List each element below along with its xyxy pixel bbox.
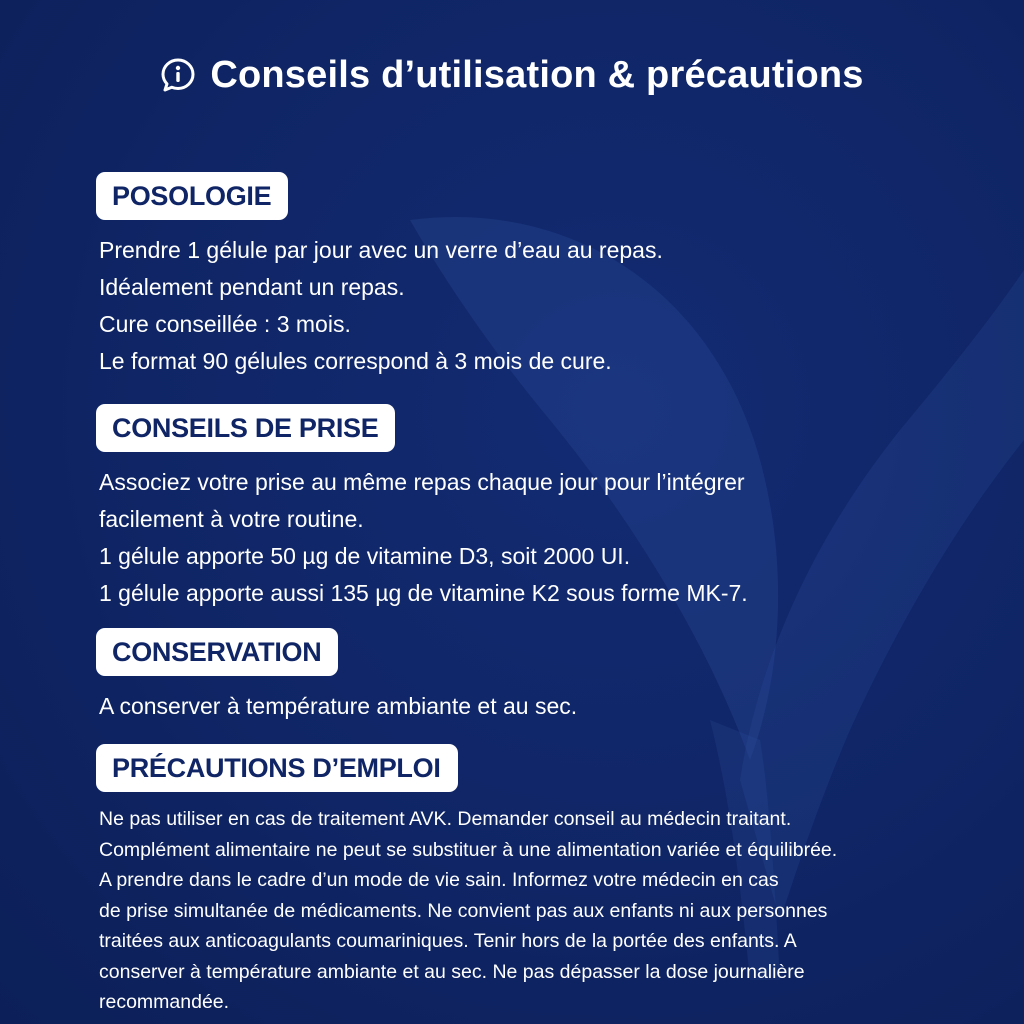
section-precautions-emploi (96, 744, 956, 1018)
section-label-conseils-de-prise: CONSEILS DE PRISE (96, 404, 395, 452)
text-line: Le format 90 gélules correspond à 3 mois de cure. (99, 348, 612, 374)
section-text-conseils-de-prise (96, 464, 956, 612)
text-line: traitées aux anticoagulants coumariniques. Tenir hors de la portée des enfants. A (99, 930, 797, 952)
text-line: recommandée. (99, 991, 230, 1013)
page-header (0, 50, 1024, 100)
section-text-posologie (96, 232, 956, 380)
text-line: facilement à votre routine. (99, 506, 364, 532)
text-line: Prendre 1 gélule par jour avec un verre d’eau au repas. (99, 237, 663, 263)
section-text-precautions-emploi (96, 804, 956, 1018)
text-line: 1 gélule apporte 50 µg de vitamine D3, soit 2000 UI. (99, 543, 631, 569)
section-posologie (96, 172, 956, 380)
section-text-conservation (96, 688, 956, 725)
info-chat-icon (160, 57, 196, 93)
text-line: Associez votre prise au même repas chaque jour pour l’intégrer (99, 469, 745, 495)
section-label-posologie: POSOLOGIE (96, 172, 288, 220)
text-line: Idéalement pendant un repas. (99, 274, 405, 300)
section-conservation (96, 628, 956, 725)
page-title: Conseils d’utilisation & précautions (210, 53, 864, 96)
text-line: Cure conseillée : 3 mois. (99, 311, 351, 337)
text-line: conserver à température ambiante et au sec. Ne pas dépasser la dose journalière (99, 960, 805, 983)
section-label-precautions-emploi: PRÉCAUTIONS D’EMPLOI (96, 744, 458, 792)
text-line: Ne pas utiliser en cas de traitement AVK. Demander conseil au médecin traitant. (99, 808, 792, 830)
text-line: de prise simultanée de médicaments. Ne convient pas aux enfants ni aux personnes (99, 899, 828, 922)
text-line: Complément alimentaire ne peut se substituer à une alimentation variée et équilibrée. (99, 838, 838, 861)
section-conseils-de-prise (96, 404, 956, 612)
section-label-conservation: CONSERVATION (96, 628, 338, 676)
text-line: A conserver à température ambiante et au sec. (99, 693, 578, 719)
text-line: 1 gélule apporte aussi 135 µg de vitamine K2 sous forme MK-7. (99, 580, 748, 606)
text-line: A prendre dans le cadre d’un mode de vie sain. Informez votre médecin en cas (99, 869, 779, 891)
